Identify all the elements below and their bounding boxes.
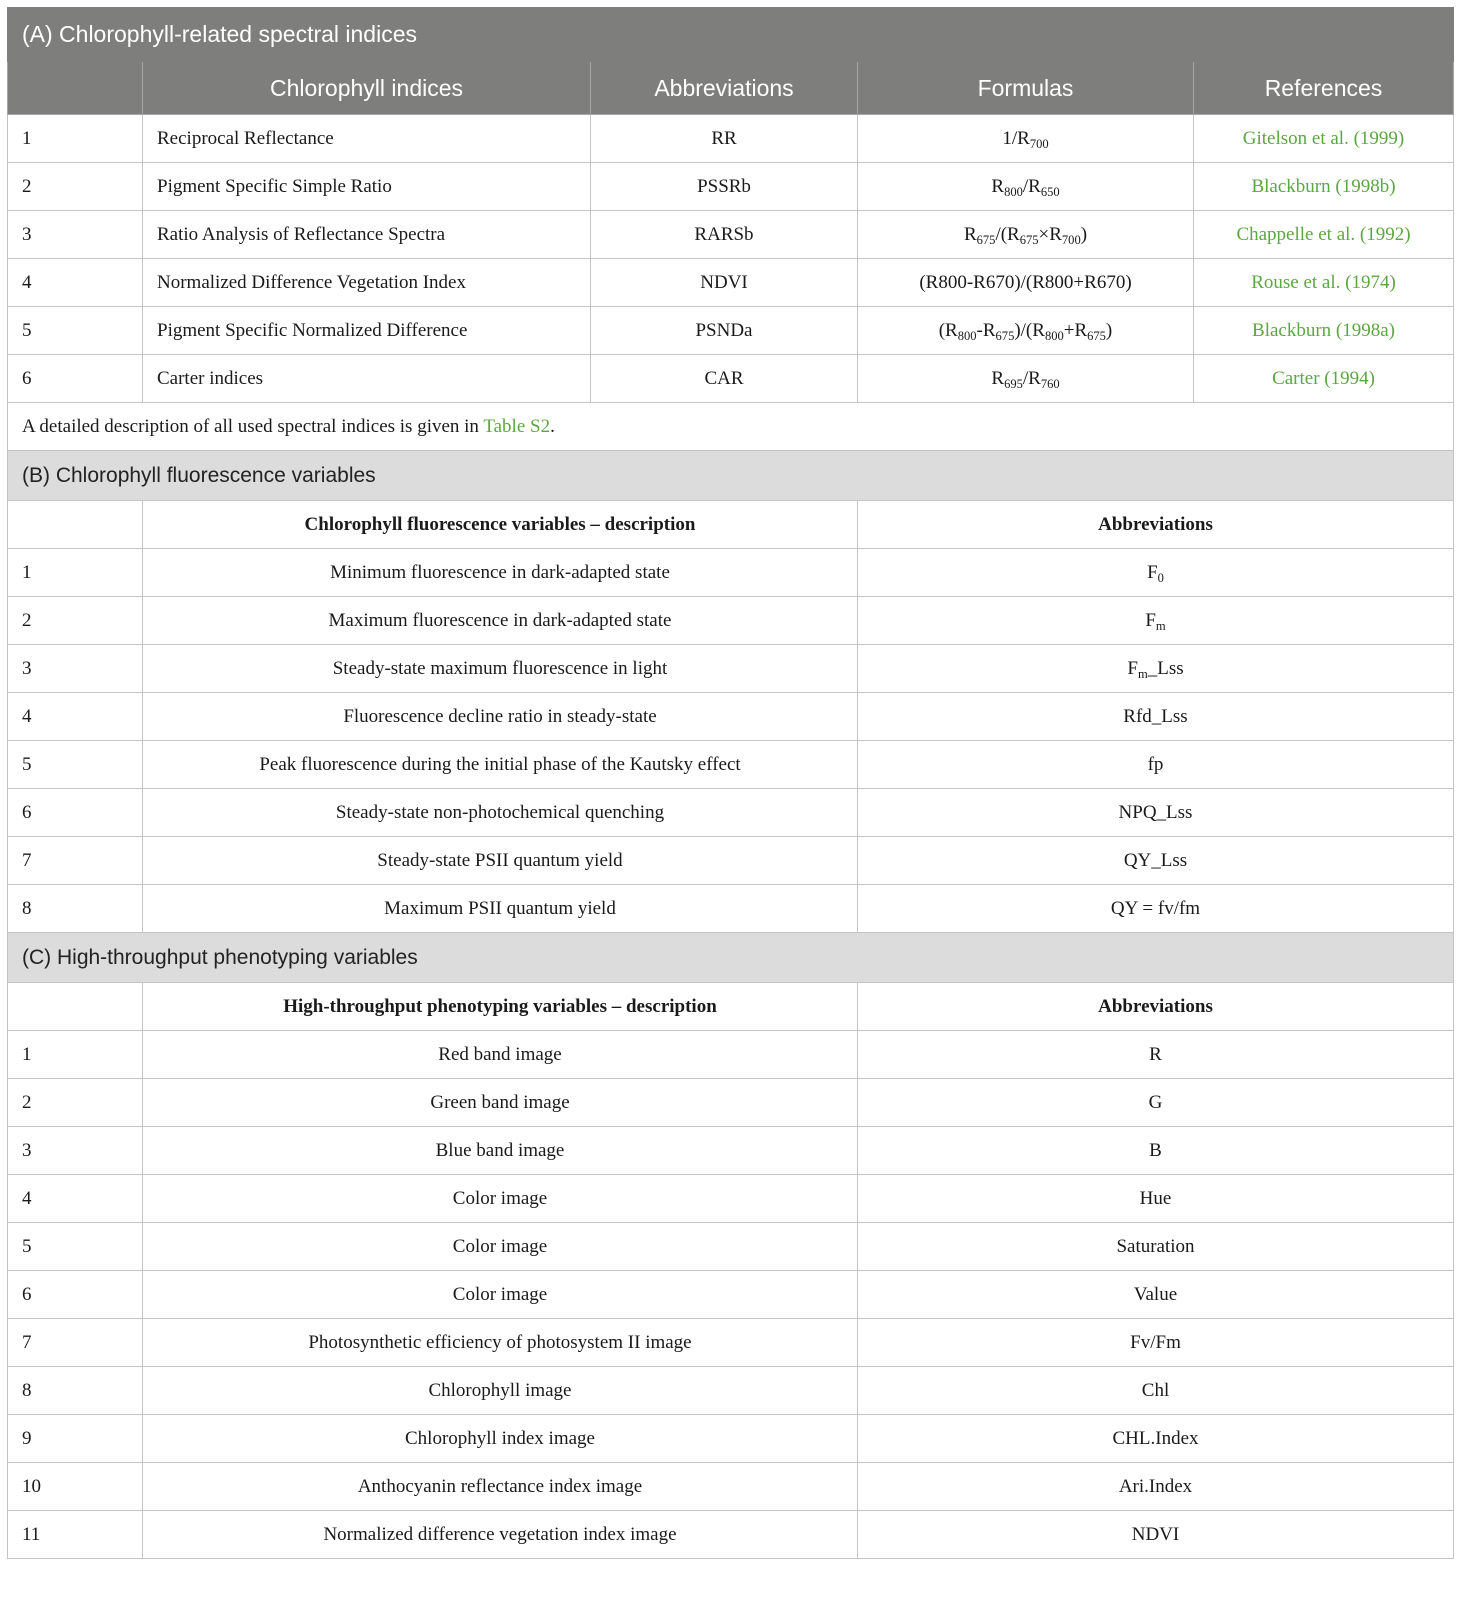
index-abbreviation: PSSRb xyxy=(591,163,858,211)
row-number: 1 xyxy=(8,549,143,597)
variable-abbreviation: $F_m$ xyxy=(858,597,1454,645)
section-c-title-row xyxy=(8,933,1454,983)
index-abbreviation: RR xyxy=(591,115,858,163)
variable-abbreviation: $F_0$ xyxy=(858,549,1454,597)
header-number xyxy=(8,983,143,1031)
row-number: 8 xyxy=(8,885,143,933)
row-number: 2 xyxy=(8,597,143,645)
table-row xyxy=(8,115,1454,163)
header-abbreviations: Abbreviations xyxy=(591,62,858,115)
index-formula: $1/R_{700}$ xyxy=(858,115,1194,163)
table-row xyxy=(8,1223,1454,1271)
header-references: References xyxy=(1194,62,1454,115)
row-number: 6 xyxy=(8,789,143,837)
table-row xyxy=(8,693,1454,741)
table-row xyxy=(8,211,1454,259)
reference-link[interactable]: Blackburn (1998b) xyxy=(1194,163,1454,211)
section-b-title-row xyxy=(8,451,1454,501)
table-row xyxy=(8,1175,1454,1223)
section-a-header-row xyxy=(8,62,1454,115)
variable-abbreviation: CHL.Index xyxy=(858,1415,1454,1463)
variable-description: Fluorescence decline ratio in steady-state xyxy=(143,693,858,741)
variable-abbreviation: fp xyxy=(858,741,1454,789)
variable-description: Color image xyxy=(143,1271,858,1319)
section-c-header-row xyxy=(8,983,1454,1031)
variable-description: Color image xyxy=(143,1175,858,1223)
variable-description: Chlorophyll image xyxy=(143,1367,858,1415)
reference-link[interactable]: Chappelle et al. (1992) xyxy=(1194,211,1454,259)
header-phenotyping-description: High-throughput phenotyping variables – description xyxy=(143,983,858,1031)
row-number: 2 xyxy=(8,163,143,211)
table-row xyxy=(8,1367,1454,1415)
variable-abbreviation: R xyxy=(858,1031,1454,1079)
variable-abbreviation: Ari.Index xyxy=(858,1463,1454,1511)
reference-link[interactable]: Carter (1994) xyxy=(1194,355,1454,403)
header-number xyxy=(8,62,143,115)
header-abbreviations: Abbreviations xyxy=(858,983,1454,1031)
variable-abbreviation: QY = fv/fm xyxy=(858,885,1454,933)
row-number: 1 xyxy=(8,115,143,163)
index-abbreviation: PSNDa xyxy=(591,307,858,355)
table-row xyxy=(8,1031,1454,1079)
row-number: 8 xyxy=(8,1367,143,1415)
variable-description: Photosynthetic efficiency of photosystem II image xyxy=(143,1319,858,1367)
row-number: 3 xyxy=(8,645,143,693)
variable-abbreviation: Saturation xyxy=(858,1223,1454,1271)
variable-description: Chlorophyll index image xyxy=(143,1415,858,1463)
table-row xyxy=(8,597,1454,645)
table-row xyxy=(8,1511,1454,1559)
index-name: Ratio Analysis of Reflectance Spectra xyxy=(143,211,591,259)
table-row xyxy=(8,1463,1454,1511)
reference-link[interactable]: Rouse et al. (1974) xyxy=(1194,259,1454,307)
variable-description: Anthocyanin reflectance index image xyxy=(143,1463,858,1511)
variable-description: Minimum fluorescence in dark-adapted state xyxy=(143,549,858,597)
section-a-title-row xyxy=(8,8,1454,62)
row-number: 9 xyxy=(8,1415,143,1463)
table-row xyxy=(8,645,1454,693)
table-row xyxy=(8,1127,1454,1175)
section-c-title: (C) High-throughput phenotyping variables xyxy=(8,933,1454,983)
variable-abbreviation: Fv/Fm xyxy=(858,1319,1454,1367)
variable-abbreviation: G xyxy=(858,1079,1454,1127)
variable-abbreviation: Value xyxy=(858,1271,1454,1319)
variables-table xyxy=(7,7,1454,1559)
table-note-row xyxy=(8,403,1454,451)
table-row xyxy=(8,1271,1454,1319)
header-number xyxy=(8,501,143,549)
table-row xyxy=(8,741,1454,789)
variable-abbreviation: Chl xyxy=(858,1367,1454,1415)
row-number: 6 xyxy=(8,1271,143,1319)
row-number: 10 xyxy=(8,1463,143,1511)
table-row xyxy=(8,1319,1454,1367)
header-abbreviations: Abbreviations xyxy=(858,501,1454,549)
index-name: Carter indices xyxy=(143,355,591,403)
reference-link[interactable]: Gitelson et al. (1999) xyxy=(1194,115,1454,163)
index-formula: $R_{695}/R_{760}$ xyxy=(858,355,1194,403)
table-row xyxy=(8,1415,1454,1463)
row-number: 6 xyxy=(8,355,143,403)
variable-description: Steady-state PSII quantum yield xyxy=(143,837,858,885)
row-number: 4 xyxy=(8,259,143,307)
table-row xyxy=(8,1079,1454,1127)
table-note: A detailed description of all used spectral indices is given in Table S2. xyxy=(8,403,1454,451)
variable-description: Red band image xyxy=(143,1031,858,1079)
table-row xyxy=(8,307,1454,355)
index-name: Pigment Specific Simple Ratio xyxy=(143,163,591,211)
row-number: 11 xyxy=(8,1511,143,1559)
row-number: 4 xyxy=(8,1175,143,1223)
row-number: 5 xyxy=(8,1223,143,1271)
variable-description: Steady-state maximum fluorescence in light xyxy=(143,645,858,693)
index-abbreviation: CAR xyxy=(591,355,858,403)
row-number: 3 xyxy=(8,1127,143,1175)
variable-abbreviation: QY_Lss xyxy=(858,837,1454,885)
variable-description: Steady-state non-photochemical quenching xyxy=(143,789,858,837)
variable-description: Blue band image xyxy=(143,1127,858,1175)
variable-abbreviation: NDVI xyxy=(858,1511,1454,1559)
variable-description: Peak fluorescence during the initial phase of the Kautsky effect xyxy=(143,741,858,789)
variable-description: Maximum fluorescence in dark-adapted state xyxy=(143,597,858,645)
index-formula: (R800-R670)/(R800+R670) xyxy=(858,259,1194,307)
row-number: 2 xyxy=(8,1079,143,1127)
variable-abbreviation: $F_m\_Lss$ xyxy=(858,645,1454,693)
table-row xyxy=(8,355,1454,403)
table-row xyxy=(8,549,1454,597)
index-name: Normalized Difference Vegetation Index xyxy=(143,259,591,307)
table-row xyxy=(8,163,1454,211)
row-number: 3 xyxy=(8,211,143,259)
table-row xyxy=(8,259,1454,307)
row-number: 5 xyxy=(8,307,143,355)
index-formula: $(R_{800}-R_{675})/(R_{800}+R_{675})$ xyxy=(858,307,1194,355)
row-number: 7 xyxy=(8,1319,143,1367)
table-row xyxy=(8,789,1454,837)
index-abbreviation: NDVI xyxy=(591,259,858,307)
variable-abbreviation: Rfd_Lss xyxy=(858,693,1454,741)
variable-description: Normalized difference vegetation index image xyxy=(143,1511,858,1559)
reference-link[interactable]: Blackburn (1998a) xyxy=(1194,307,1454,355)
table-row xyxy=(8,837,1454,885)
variable-abbreviation: B xyxy=(858,1127,1454,1175)
row-number: 4 xyxy=(8,693,143,741)
variable-description: Color image xyxy=(143,1223,858,1271)
variable-description: Maximum PSII quantum yield xyxy=(143,885,858,933)
row-number: 7 xyxy=(8,837,143,885)
header-fluorescence-description: Chlorophyll fluorescence variables – description xyxy=(143,501,858,549)
header-formulas: Formulas xyxy=(858,62,1194,115)
index-formula: $R_{800}/R_{650}$ xyxy=(858,163,1194,211)
variable-abbreviation: NPQ_Lss xyxy=(858,789,1454,837)
table-s2-link[interactable]: Table S2 xyxy=(483,415,551,437)
section-a-title: (A) Chlorophyll-related spectral indices xyxy=(8,8,1454,62)
index-name: Reciprocal Reflectance xyxy=(143,115,591,163)
section-b-title: (B) Chlorophyll fluorescence variables xyxy=(8,451,1454,501)
index-formula: $R_{675}/(R_{675}\times R_{700})$ xyxy=(858,211,1194,259)
row-number: 1 xyxy=(8,1031,143,1079)
variable-description: Green band image xyxy=(143,1079,858,1127)
row-number: 5 xyxy=(8,741,143,789)
table-row xyxy=(8,885,1454,933)
index-name: Pigment Specific Normalized Difference xyxy=(143,307,591,355)
index-abbreviation: RARSb xyxy=(591,211,858,259)
variables-table-container xyxy=(7,7,1453,1559)
header-chlorophyll-indices: Chlorophyll indices xyxy=(143,62,591,115)
variable-abbreviation: Hue xyxy=(858,1175,1454,1223)
section-b-header-row xyxy=(8,501,1454,549)
